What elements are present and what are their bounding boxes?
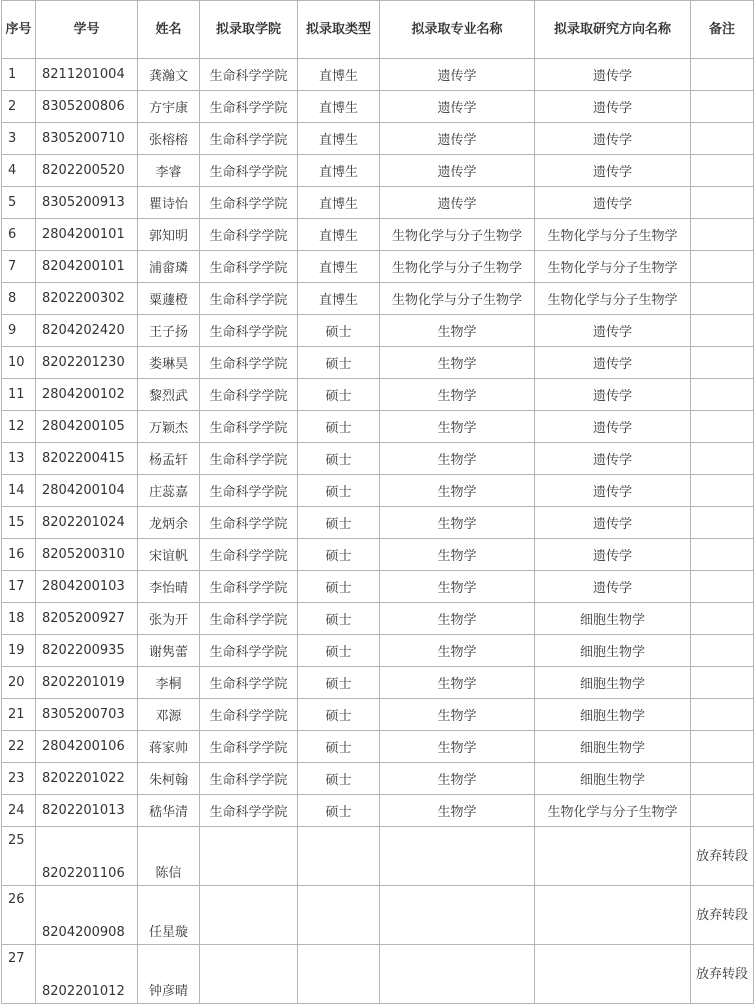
cell-name: 张榕榕 xyxy=(138,123,200,155)
cell-index: 15 xyxy=(2,507,36,539)
cell-type xyxy=(298,827,380,886)
cell-college xyxy=(200,945,298,1004)
cell-remark xyxy=(691,475,754,507)
cell-college: 生命科学学院 xyxy=(200,763,298,795)
cell-name: 陈信 xyxy=(138,827,200,886)
cell-major: 生物化学与分子生物学 xyxy=(380,219,535,251)
cell-index: 19 xyxy=(2,635,36,667)
cell-major: 遗传学 xyxy=(380,155,535,187)
cell-name: 万颖杰 xyxy=(138,411,200,443)
cell-name: 朱柯翰 xyxy=(138,763,200,795)
cell-major: 生物学 xyxy=(380,603,535,635)
table-row xyxy=(2,763,754,795)
cell-type: 硕士 xyxy=(298,635,380,667)
cell-index: 26 xyxy=(2,886,36,945)
cell-index: 2 xyxy=(2,91,36,123)
cell-direction: 遗传学 xyxy=(535,571,691,603)
cell-type: 直博生 xyxy=(298,123,380,155)
cell-remark: 放弃转段 xyxy=(691,945,754,1004)
cell-name: 谢隽蕾 xyxy=(138,635,200,667)
cell-major: 生物学 xyxy=(380,411,535,443)
cell-type: 硕士 xyxy=(298,731,380,763)
cell-college: 生命科学学院 xyxy=(200,219,298,251)
cell-direction: 生物化学与分子生物学 xyxy=(535,283,691,315)
table-row xyxy=(2,635,754,667)
cell-student-id: 8202201024 xyxy=(36,507,138,539)
cell-index: 3 xyxy=(2,123,36,155)
table-row xyxy=(2,59,754,91)
table-row xyxy=(2,507,754,539)
cell-type: 硕士 xyxy=(298,571,380,603)
cell-remark xyxy=(691,443,754,475)
cell-name: 瞿诗怡 xyxy=(138,187,200,219)
cell-student-id: 8204200101 xyxy=(36,251,138,283)
cell-student-id: 8205200927 xyxy=(36,603,138,635)
header-remark: 备注 xyxy=(691,1,754,59)
cell-index: 8 xyxy=(2,283,36,315)
cell-name: 黎烈武 xyxy=(138,379,200,411)
cell-direction: 遗传学 xyxy=(535,123,691,155)
cell-college: 生命科学学院 xyxy=(200,443,298,475)
header-index: 序号 xyxy=(2,1,36,59)
cell-remark xyxy=(691,699,754,731)
cell-name: 娄琳昊 xyxy=(138,347,200,379)
table-row xyxy=(2,827,754,886)
table-row xyxy=(2,603,754,635)
cell-direction: 生物化学与分子生物学 xyxy=(535,251,691,283)
cell-college: 生命科学学院 xyxy=(200,731,298,763)
cell-college: 生命科学学院 xyxy=(200,155,298,187)
cell-student-id: 8204200908 xyxy=(36,886,138,945)
cell-name: 宋谊帆 xyxy=(138,539,200,571)
cell-major: 生物化学与分子生物学 xyxy=(380,283,535,315)
cell-name: 粟蘧橙 xyxy=(138,283,200,315)
cell-remark xyxy=(691,283,754,315)
cell-index: 24 xyxy=(2,795,36,827)
cell-college: 生命科学学院 xyxy=(200,667,298,699)
table-row xyxy=(2,571,754,603)
header-direction: 拟录取研究方向名称 xyxy=(535,1,691,59)
cell-type: 直博生 xyxy=(298,59,380,91)
cell-remark xyxy=(691,571,754,603)
cell-college: 生命科学学院 xyxy=(200,603,298,635)
table-row xyxy=(2,945,754,1004)
cell-student-id: 8202200935 xyxy=(36,635,138,667)
cell-index: 14 xyxy=(2,475,36,507)
cell-index: 16 xyxy=(2,539,36,571)
cell-college: 生命科学学院 xyxy=(200,411,298,443)
cell-name: 张为开 xyxy=(138,603,200,635)
cell-college: 生命科学学院 xyxy=(200,539,298,571)
cell-student-id: 8305200703 xyxy=(36,699,138,731)
cell-name: 浦畲璘 xyxy=(138,251,200,283)
cell-major: 生物学 xyxy=(380,795,535,827)
cell-direction: 细胞生物学 xyxy=(535,667,691,699)
cell-index: 25 xyxy=(2,827,36,886)
cell-direction: 遗传学 xyxy=(535,475,691,507)
table-row xyxy=(2,539,754,571)
cell-remark xyxy=(691,539,754,571)
table-row xyxy=(2,667,754,699)
cell-college xyxy=(200,827,298,886)
cell-remark xyxy=(691,507,754,539)
cell-direction: 遗传学 xyxy=(535,411,691,443)
cell-index: 10 xyxy=(2,347,36,379)
cell-remark xyxy=(691,219,754,251)
cell-college: 生命科学学院 xyxy=(200,635,298,667)
table-row xyxy=(2,731,754,763)
cell-name: 钟彦晴 xyxy=(138,945,200,1004)
cell-index: 20 xyxy=(2,667,36,699)
cell-student-id: 8305200913 xyxy=(36,187,138,219)
cell-index: 5 xyxy=(2,187,36,219)
cell-name: 杨孟轩 xyxy=(138,443,200,475)
cell-index: 6 xyxy=(2,219,36,251)
cell-remark xyxy=(691,603,754,635)
cell-major: 遗传学 xyxy=(380,123,535,155)
cell-student-id: 8202201012 xyxy=(36,945,138,1004)
cell-index: 4 xyxy=(2,155,36,187)
cell-college: 生命科学学院 xyxy=(200,91,298,123)
cell-type: 硕士 xyxy=(298,699,380,731)
cell-direction: 遗传学 xyxy=(535,443,691,475)
cell-student-id: 8202200415 xyxy=(36,443,138,475)
cell-student-id: 2804200105 xyxy=(36,411,138,443)
cell-name: 方宇康 xyxy=(138,91,200,123)
header-name: 姓名 xyxy=(138,1,200,59)
admission-table xyxy=(1,0,754,1004)
cell-name: 邓源 xyxy=(138,699,200,731)
cell-direction: 遗传学 xyxy=(535,155,691,187)
cell-student-id: 8202201019 xyxy=(36,667,138,699)
table-row xyxy=(2,251,754,283)
cell-student-id: 8202201013 xyxy=(36,795,138,827)
cell-type: 直博生 xyxy=(298,187,380,219)
cell-index: 22 xyxy=(2,731,36,763)
cell-direction: 细胞生物学 xyxy=(535,603,691,635)
cell-college: 生命科学学院 xyxy=(200,571,298,603)
cell-type xyxy=(298,945,380,1004)
cell-index: 1 xyxy=(2,59,36,91)
table-row xyxy=(2,219,754,251)
cell-remark xyxy=(691,187,754,219)
cell-remark: 放弃转段 xyxy=(691,886,754,945)
cell-major: 生物学 xyxy=(380,347,535,379)
cell-major: 生物学 xyxy=(380,731,535,763)
cell-student-id: 8211201004 xyxy=(36,59,138,91)
cell-college: 生命科学学院 xyxy=(200,507,298,539)
header-major: 拟录取专业名称 xyxy=(380,1,535,59)
cell-remark xyxy=(691,667,754,699)
cell-type: 硕士 xyxy=(298,475,380,507)
cell-type: 硕士 xyxy=(298,795,380,827)
cell-major: 生物学 xyxy=(380,699,535,731)
cell-remark xyxy=(691,379,754,411)
cell-direction: 遗传学 xyxy=(535,379,691,411)
cell-college: 生命科学学院 xyxy=(200,795,298,827)
header-row xyxy=(2,1,754,59)
cell-remark xyxy=(691,347,754,379)
header-type: 拟录取类型 xyxy=(298,1,380,59)
cell-direction: 生物化学与分子生物学 xyxy=(535,795,691,827)
table-row xyxy=(2,315,754,347)
cell-name: 李桐 xyxy=(138,667,200,699)
cell-index: 12 xyxy=(2,411,36,443)
cell-direction: 细胞生物学 xyxy=(535,635,691,667)
table-row xyxy=(2,347,754,379)
cell-major: 生物学 xyxy=(380,507,535,539)
cell-student-id: 2804200101 xyxy=(36,219,138,251)
cell-college: 生命科学学院 xyxy=(200,251,298,283)
cell-major: 生物学 xyxy=(380,667,535,699)
cell-type: 硕士 xyxy=(298,443,380,475)
table-row xyxy=(2,411,754,443)
header-college: 拟录取学院 xyxy=(200,1,298,59)
cell-major: 生物学 xyxy=(380,635,535,667)
cell-index: 27 xyxy=(2,945,36,1004)
cell-index: 18 xyxy=(2,603,36,635)
cell-remark xyxy=(691,155,754,187)
cell-student-id: 8305200806 xyxy=(36,91,138,123)
cell-remark xyxy=(691,251,754,283)
cell-index: 9 xyxy=(2,315,36,347)
cell-remark xyxy=(691,763,754,795)
cell-college: 生命科学学院 xyxy=(200,379,298,411)
cell-student-id: 8204202420 xyxy=(36,315,138,347)
cell-major: 生物学 xyxy=(380,443,535,475)
cell-college: 生命科学学院 xyxy=(200,475,298,507)
cell-index: 23 xyxy=(2,763,36,795)
cell-student-id: 8202201230 xyxy=(36,347,138,379)
cell-index: 17 xyxy=(2,571,36,603)
table-row xyxy=(2,155,754,187)
cell-college: 生命科学学院 xyxy=(200,187,298,219)
cell-remark xyxy=(691,91,754,123)
table-row xyxy=(2,886,754,945)
table-body xyxy=(2,59,754,1004)
cell-remark xyxy=(691,315,754,347)
cell-student-id: 8202200520 xyxy=(36,155,138,187)
cell-direction: 遗传学 xyxy=(535,91,691,123)
cell-student-id: 2804200104 xyxy=(36,475,138,507)
cell-name: 王子扬 xyxy=(138,315,200,347)
table-row xyxy=(2,699,754,731)
cell-type: 硕士 xyxy=(298,379,380,411)
table-row xyxy=(2,795,754,827)
cell-student-id: 8202200302 xyxy=(36,283,138,315)
cell-direction: 细胞生物学 xyxy=(535,699,691,731)
cell-name: 蒋家帅 xyxy=(138,731,200,763)
cell-name: 龙炳余 xyxy=(138,507,200,539)
cell-type: 硕士 xyxy=(298,347,380,379)
cell-type: 直博生 xyxy=(298,283,380,315)
table-row xyxy=(2,123,754,155)
cell-name: 嵇华清 xyxy=(138,795,200,827)
cell-direction xyxy=(535,886,691,945)
cell-direction xyxy=(535,827,691,886)
cell-major: 遗传学 xyxy=(380,59,535,91)
cell-college xyxy=(200,886,298,945)
cell-major: 生物学 xyxy=(380,763,535,795)
cell-type: 硕士 xyxy=(298,763,380,795)
cell-college: 生命科学学院 xyxy=(200,315,298,347)
cell-direction: 遗传学 xyxy=(535,315,691,347)
cell-index: 13 xyxy=(2,443,36,475)
cell-major: 遗传学 xyxy=(380,91,535,123)
cell-direction: 细胞生物学 xyxy=(535,763,691,795)
cell-type: 硕士 xyxy=(298,411,380,443)
cell-major: 遗传学 xyxy=(380,187,535,219)
cell-college: 生命科学学院 xyxy=(200,699,298,731)
cell-name: 龚瀚文 xyxy=(138,59,200,91)
cell-major: 生物化学与分子生物学 xyxy=(380,251,535,283)
cell-index: 21 xyxy=(2,699,36,731)
cell-direction: 遗传学 xyxy=(535,187,691,219)
cell-name: 庄蕊嘉 xyxy=(138,475,200,507)
cell-major: 生物学 xyxy=(380,475,535,507)
cell-college: 生命科学学院 xyxy=(200,59,298,91)
cell-remark xyxy=(691,123,754,155)
cell-direction xyxy=(535,945,691,1004)
cell-type: 直博生 xyxy=(298,251,380,283)
cell-direction: 遗传学 xyxy=(535,507,691,539)
cell-direction: 遗传学 xyxy=(535,59,691,91)
cell-student-id: 8205200310 xyxy=(36,539,138,571)
cell-student-id: 2804200102 xyxy=(36,379,138,411)
cell-major: 生物学 xyxy=(380,539,535,571)
table-row xyxy=(2,283,754,315)
cell-major xyxy=(380,827,535,886)
cell-remark xyxy=(691,635,754,667)
cell-college: 生命科学学院 xyxy=(200,283,298,315)
cell-type: 直博生 xyxy=(298,91,380,123)
cell-remark xyxy=(691,411,754,443)
table-row xyxy=(2,187,754,219)
header-student-id: 学号 xyxy=(36,1,138,59)
cell-remark: 放弃转段 xyxy=(691,827,754,886)
cell-direction: 细胞生物学 xyxy=(535,731,691,763)
cell-type: 直博生 xyxy=(298,219,380,251)
cell-index: 11 xyxy=(2,379,36,411)
cell-type: 硕士 xyxy=(298,539,380,571)
cell-type: 直博生 xyxy=(298,155,380,187)
cell-major xyxy=(380,886,535,945)
cell-student-id: 2804200106 xyxy=(36,731,138,763)
cell-type: 硕士 xyxy=(298,315,380,347)
cell-major xyxy=(380,945,535,1004)
table-row xyxy=(2,475,754,507)
cell-type xyxy=(298,886,380,945)
cell-name: 任星璇 xyxy=(138,886,200,945)
cell-major: 生物学 xyxy=(380,315,535,347)
cell-remark xyxy=(691,59,754,91)
cell-student-id: 8202201022 xyxy=(36,763,138,795)
cell-remark xyxy=(691,731,754,763)
cell-type: 硕士 xyxy=(298,507,380,539)
cell-index: 7 xyxy=(2,251,36,283)
cell-student-id: 8202201106 xyxy=(36,827,138,886)
cell-major: 生物学 xyxy=(380,571,535,603)
cell-college: 生命科学学院 xyxy=(200,123,298,155)
cell-direction: 遗传学 xyxy=(535,539,691,571)
cell-college: 生命科学学院 xyxy=(200,347,298,379)
cell-remark xyxy=(691,795,754,827)
table-row xyxy=(2,379,754,411)
cell-student-id: 8305200710 xyxy=(36,123,138,155)
cell-name: 李怡晴 xyxy=(138,571,200,603)
cell-student-id: 2804200103 xyxy=(36,571,138,603)
cell-type: 硕士 xyxy=(298,603,380,635)
table-row xyxy=(2,443,754,475)
cell-major: 生物学 xyxy=(380,379,535,411)
cell-direction: 生物化学与分子生物学 xyxy=(535,219,691,251)
cell-name: 郭知明 xyxy=(138,219,200,251)
cell-direction: 遗传学 xyxy=(535,347,691,379)
table-row xyxy=(2,91,754,123)
cell-type: 硕士 xyxy=(298,667,380,699)
cell-name: 李睿 xyxy=(138,155,200,187)
